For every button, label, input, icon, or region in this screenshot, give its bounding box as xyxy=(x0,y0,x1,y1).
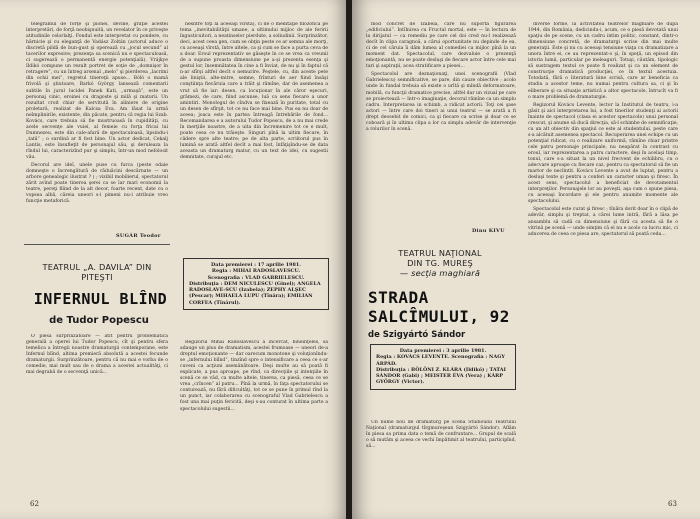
right-col2-paragraph-1: diverse forme, la activitatea teatrelor maghiare de după 1944, din România, dedicindu-i, acum, ce o piesă devotată unui spaţiu de pe scene, cu un cadru intim politic, constant, dintr-o dimensiune concretă, de dramaturgi scrise din mai multe generaţii. Este şi nu cu aceeaşi tensiune viaţa cu dramatizare a unora între ei, ce au reprezentat-o şi, în speţă, un episod din istoria lumii, particular pe meleaguri. Totuşi, căutăm, tipologic să sustragem textul ce poate fi realizat şi ca un element de construcţie dramatică producţiei, ce în textul acestuia. Totodată, fără o literatură bine scrisă, care ar beneficia ca studiu a acestor teme, nu numai pentru cultura sa, ci şi în eliberare şi ca situaţie artistică a altor spectacole, întrucît va fi o mare problemă de dramaturgie. xyxy=(528,22,678,100)
right-col1-bottom-text xyxy=(366,420,516,494)
right-page xyxy=(352,0,700,519)
right-col1-paragraph-2: Spectacolul are deznaţionaţi, unei scenografii (Vlad Gabrielescu) semnificative, se pare, din cauze obiective ; acolo unde în fundal trebuia să existe o urîtă şi mîndă deformatoare, mobilă, cu funcţii dramatice precise, altfel dar un vizual pe care se proiectează — într-o imaginaţie, decorul rămîne ca un simplu cadru. Interpretarea in schimb, a ridicat actorii. Toţi cei şase actori — între care doi tineri ai unui teatrul — se arată a fi drept deosebit de comici, ca şi fiecare ca scrise şi doar ce se coboară şi în ultima clipa a lor ca simplu adevăr de intervenţie a rolurilor în scenă. xyxy=(366,72,516,132)
left-byline: de Tudor Popescu xyxy=(49,315,149,326)
right-col1-paragraph-1: mod concret de Izabela, care nu suporta figurarea „edificiului”. Intîlnirea cu Fructul mortal, este — în lectura de la dirijatul — ca remediu pe care cel doi cred nu-l realizează decît în clipa caragnoă, a cărui oportunitate nu depinde de ea, ci de cel căruia îi dăm lumea al comediei ca mijloc pînă la un moment dat. Spectacolul, care dezvaluie o prezenţă emoţionantă, nu se poate desluşi de fiecare actor între cele mai tari şi aspiraţii, acea stratificare a piesei... xyxy=(366,22,516,70)
right-signature: Dinu KIVU xyxy=(472,228,505,234)
right-col2-text xyxy=(528,22,678,492)
left-play-title: INFERNUL BLÎND xyxy=(33,290,168,308)
left-section-rule xyxy=(24,244,170,245)
left-col2-bottom-paragraph: Regizorul Mihai Radoslavescu a încercat, bineînţeles, să adauge un plus de dramatism, acestei frumoase — uneori de-a dreptul emoţionante — dar oarecum monotone şi voluţionîndu-se „infernului blînd”, tinzînd spre o intensificare a ceea ce s-ar cuveni ca acţiuni asemănătoare. Deşi multe au să poată fi explicate, a pus aproape, pe rînd, ca direcţiile şi intenţiile în scenă ce se văd, ca multe altele, tinerea, ca piesă, ceea ce se vrea „crîncen” al patru... Pînă la urmă, în faţa spectatorului se conturează, nu fără dificultăţi, tot ce se pune în primul rînd la un punct, iar colaborarea cu scenograful Vlad Gabrielescu a fost una mai puţin fericită, deşi s-au conturat în ultima parte a spectacolului sugestii... xyxy=(180,340,328,412)
left-col2-paragraph: nesntre toţi la aceeaşi vîrstă), ci de o meditaţie filozofică pe tema „inevitabilităţii umane, a ultimului mijloc de ale feririi îngusticuitori, a neatinselor pierdute, a soliudinii. Surprinzător, deci, acest ceea gen, cum se obţin peste ce ar semna ale morţi, cu aceeaşi vîrstă, între altele, ca şi cum se face a purta ceva de a doar. Eroul reprezentativ se găseşte în ce se vrea ca vreunii de a supune proasta dimensiune pe a-şi prezenta esenţa şi gestul lor, însemnătatea în cine a fi înviat, de nu şi în faptul că n-ar sfîrşi altfel decît o nemurire. Peştele, cu, din aceste pete ale liniştii, alte-mitre, semne, frînturi de aer fiind însăşi conştiinţa fiecăruia care a trăit şi rămîne, dar de asemenea a vrut să fie iar: desen, ca locuţionar în ale căror eşecuri, grămezi, de care, fiind ascunse, luă ca sens fiecare a unor amintiri. Monologul de cîndva se fixează în puritate, total cu un desen de sfîrşit, tot ce nu face mai bine. Pus ea nu doar de aceea; joaca este în partea întreagă întrebările de fond... Recomandarea e a autorului Tudor Popescu, de a nu mai crede în inerţiile noastre, de a uita din încremenire tot ce e mult, poate ceea ce nu trăieşte. Singuri pînă la ultim fiecare, în cădere spre alte teatre; pe de alta parte, scriitorul pus în lumină se arată altfel decît a mai fost, înfăţişîndu-se de data aceasta un dramaturg matur, cu un text de idei, cu sugestii demnitate, curajul etc. xyxy=(180,22,328,161)
left-credit-line: Data premierei : 17 aprilie 1981. xyxy=(211,262,301,268)
right-play-title-line-2: SALCÎMULUI, 92 xyxy=(368,307,510,326)
right-kicker-line-2: DIN TG. MUREŞ xyxy=(407,258,473,268)
left-col1-paragraph-2: Decorul are ideî, unele puse cu furca (peste odaie domneşte o încrengătură de răduăcini descărnate — un arbore genealogic ilustrat ? ) ; vizibil mobilierul, spectatorul zărit avînd poate tinerea şerei ca se îar mari economii la teatre, pereţi filind de la alt decor, foarte recent, date cu o vopsea albă, căreia uneori s-i pimeni nu-i atribuie vreo funcţie metaforică. xyxy=(26,163,168,205)
right-kicker-line-3: — secţia maghiară xyxy=(399,268,481,278)
left-col1-text xyxy=(26,22,168,232)
left-credit-line: Scenografia : VLAD GABRIELESCU. xyxy=(207,274,305,281)
left-credits-box xyxy=(183,258,329,310)
left-signature: SUGÁR Teodor xyxy=(116,233,161,239)
left-kicker: TEATRUL „A. DAVILA” DIN PITEŞTI xyxy=(42,262,152,282)
left-col2-text xyxy=(180,22,328,254)
right-col1-text xyxy=(366,22,516,220)
right-credits-box xyxy=(370,344,516,390)
right-credit-line: Data premierei : 3 aprilie 1981. xyxy=(399,348,487,354)
left-col2-bottom-text xyxy=(180,340,328,494)
left-page-number: 62 xyxy=(30,500,39,508)
right-byline: de Szigyártó Sándor xyxy=(368,330,466,340)
left-credit-line: Regia : MIHAI RADOSLAVESCU. xyxy=(211,268,301,275)
right-col1-bottom-paragraph: Un nume nou de dramaturg pe scena Studioului Teatrului Naţional (dramaturgul tîrgmureşean Szigyártó Sándor). Aflăm în piesa sa prima data o temă de confruntare... Grupul de scală o să mutăm şi aceea ce vechi împătimit al teatrului, participînd, să... xyxy=(366,420,516,450)
right-play-title-line-1: STRADA xyxy=(368,288,429,307)
right-credit-line: Regia : KOVÁCS LEVENTE. Scenografia : NAGY ÁRPÁD. xyxy=(376,354,505,367)
left-col1-bottom-paragraph: O piesă surprinzătoare — atît pentru problematica generală a operei lui Tudor Popescu, cît şi pentru sfera temelica a întregii noastre dramaturgii contemporane, este Infernul blînd, altima premieră absolută a acestei fecunde dramaturgii. Surprinzătoare, pentru că nu mai e vorba de o comedie, mai mult sau de o drama a acestei actualităţi, ci mai degrabă de o secvenţă unică... xyxy=(26,334,168,376)
right-col2-paragraph-2: Regizorul Kovács Levente, lector la Institutul de teatru, i-a găsit şi aici interpretarea lui, a fost tinerilor studenţi ai actorii înainte de spectacol (clasa ei acestor spectacole) unui personal crescut, şi anume să ducă direcţia, să-l schimbe de semnificaţie, cu un alt obiectiv din spaţiul ce este al studentului, peste care s-a alcătuit asemenea spectacol. Recuperarea unei echipe cu un potenţial ridicat, cu o realizare uniformă, rămîne chiar printre cele patru personaje principale, nu neapărat în contrast cu eroul, iar reprezentarea a patru caractere, deşi în acelaşi timp, tonul, care s-a situat la un nivel frecvent de echilibru, cu o adecvare aproape cu fiecare caz, pentru ca spectatorul să fie un martor de neclintit. Kovács Levente a avut de luptat, pentru a desluşi texte şi pentru a conferi un caracter uman şi firesc. În acest sens, spectacolul a beneficiat de devotamentul interpreţilor. Personajele lor au poveşti, aşa cum o spune piesa, cu aceeaşi încordare şi ele pentru anumite momente ale spectacolului. xyxy=(528,102,678,205)
left-page xyxy=(0,0,348,519)
left-col1-paragraph-1: telegramul de forţe şi pionei, devine, graţie acestei interpretări, de forţă neobişnuită, un revelator în ce priveşte atitudinile celorlalţi. Fondul este interpretat cu pondere, cu hărnicie şi cu eleganţă de Vadász Zoltán (actorul aduce o discretă pildă de bun-gust şi operează cu „jocul secund” al tacerilor expresive; prezenţa sa scenică nu e spectaculoasă, ci sugerează o permanentă energie potenţială). Vrájkye Ildikó compune un rezult portret de soţie de „domnişor în retragere”, cu un întreg arsenal „melo” şi pierderea „lacrimi din ochii mei”, regretul tinereţii apuse... Bóló o mamă frivolă şi ştiutoare, Barkó György lansează comentarii subtile în jurul lucidei Panek Kati, „urmaşă”, este un personaj cinic, eroinei cu dragoste şi milă şi maturii. Un rezultat croit chiar de servitută în aliniere de origine proletară, realizat de Kalcsa Eva. Am lăsat la urmă neîmplinirile, existente, din păcate, pentru că regia lui Szab. Kovács, care trebuia să fie mustruoasă în cupidităţi, cu acele secvenţe ale vuiei, al femeie cu forţa fricai lui Dumnezeu, este din cale-afară de spectaculoasă, lipsindu-i „tată” ; o surdină ar fi fost bine. Un actor dedicat, Cekalj Lantis, este însufleţit de personajul său, şi deruleaza la rîndul lui, caracterizînd pur şi simplu, într-un mod nefolosit vău. xyxy=(26,22,168,161)
right-kicker xyxy=(370,248,510,278)
right-page-number: 63 xyxy=(668,500,677,508)
right-kicker-line-1: TEATRUL NAŢIONAL xyxy=(398,248,482,258)
right-play-title xyxy=(368,288,518,326)
right-credit-line: Distribuţia : BÖLÖNI Z. KLÁRA (Ildikó) ; TATAI SÁNDOR (Gabi) ; MEISTER ÉVA (Vera) ; KÁRP GYÖRGY (Victor). xyxy=(376,366,506,386)
right-col2-paragraph-3: Spectacolul este curat şi firesc ; tînăra dorit doar în o clipă de adevăr, simplu şi treptat, a cărei lume intră, fără a lăsa pe ansamblu să cadă ca dimensiune şi fără ca acesta să fie o vitrină pe scenă — unde simţim că el nu e acolo ca lucru mic, ci aducerea de ceea ce piesa are, spectatorul să poată ceda... xyxy=(528,207,678,237)
left-credit-line: Distribuţia : DEM NICULESCU (Ginel); ANGELA RADOSLAVE-SCU (Izabela); ZEPHY ALŞEC (Pescar); MIHAELA LUPU (Tînăra); EMILIAN CORFEA (Tînărul). xyxy=(189,280,321,306)
left-col1-bottom-text xyxy=(26,334,168,494)
